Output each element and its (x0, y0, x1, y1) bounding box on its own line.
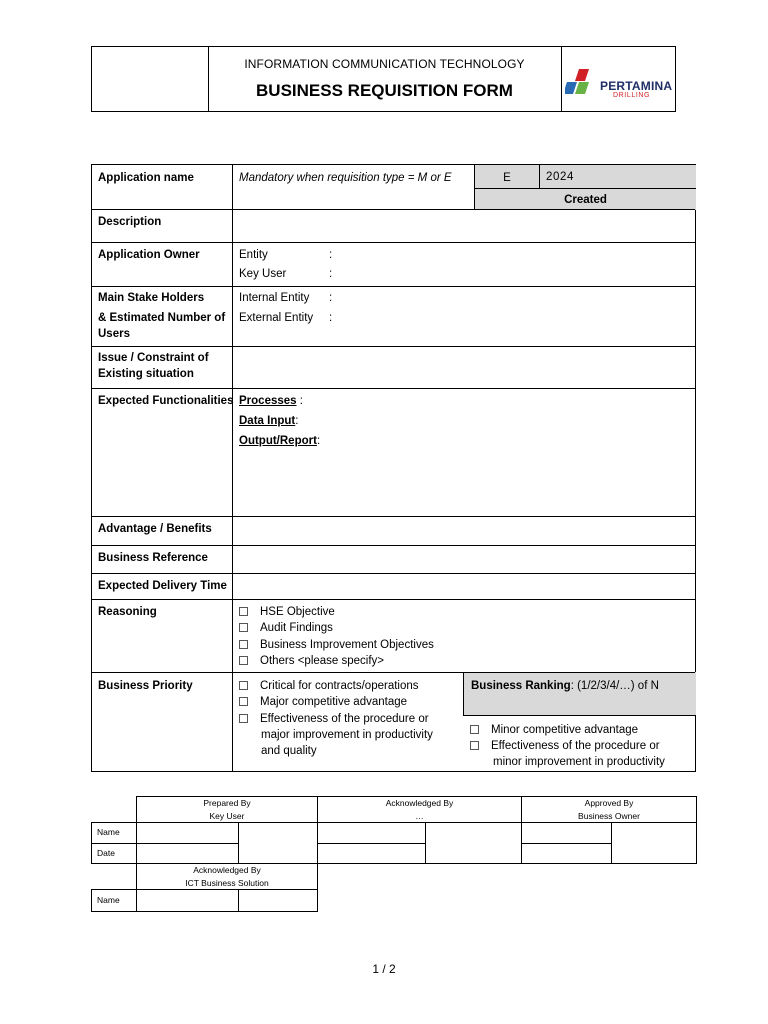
processes-colon: : (296, 395, 303, 407)
reasoning-option[interactable] (239, 604, 335, 620)
prepared-by-role: Key User (209, 811, 245, 821)
priority-option-label: Critical for contracts/operations (260, 680, 419, 692)
external-entity-colon: : (329, 312, 333, 324)
output-report-label: Output/Report (239, 435, 317, 447)
description-label: Description (98, 216, 162, 228)
priority-option-label: Major competitive advantage (260, 696, 408, 708)
key-user-colon: : (329, 268, 333, 280)
business-ranking (471, 678, 659, 694)
stake-holders-label-3: Users (98, 328, 130, 340)
entity-colon: : (329, 249, 333, 261)
business-ranking-value: : (1/2/3/4/…) of N (570, 680, 659, 692)
output-report-colon: : (316, 435, 321, 447)
ict-acknowledged-header (137, 864, 317, 890)
requisition-table (91, 164, 696, 772)
checkbox-icon[interactable] (239, 681, 248, 690)
issue-field[interactable] (233, 347, 696, 388)
stake-holders-label-2: & Estimated Number of (98, 312, 226, 324)
reasoning-option[interactable] (239, 620, 333, 636)
external-entity-label: External Entity (239, 312, 314, 324)
issue-label: Issue / Constraint of (98, 352, 209, 364)
checkbox-icon[interactable] (239, 607, 248, 616)
priority-option[interactable] (239, 678, 419, 694)
description-field[interactable] (233, 210, 696, 242)
header-blank-cell (92, 47, 209, 111)
data-input-colon: : (295, 415, 299, 427)
priority-option-label-cont: major improvement in productivity (261, 729, 433, 741)
application-owner-label: Application Owner (98, 249, 200, 261)
checkbox-icon[interactable] (239, 697, 248, 706)
checkbox-icon[interactable] (239, 656, 248, 665)
acknowledged-by-header (318, 797, 521, 823)
checkbox-icon[interactable] (470, 741, 479, 750)
key-user-label: Key User (239, 268, 287, 280)
priority-option[interactable] (239, 694, 407, 710)
requisition-type: E (503, 172, 511, 184)
advantage-label: Advantage / Benefits (98, 523, 212, 535)
signature-name-label: Name (97, 827, 120, 837)
page-number: 1 / 2 (372, 962, 396, 976)
approved-by-header (522, 797, 696, 823)
data-input-row (239, 413, 298, 429)
prepared-by-label: Prepared By (203, 798, 251, 808)
delivery-time-field[interactable] (233, 574, 696, 599)
acknowledged-by-label: Acknowledged By (385, 798, 454, 808)
prepared-by-header (137, 797, 317, 823)
internal-entity-label: Internal Entity (239, 292, 310, 304)
priority-option[interactable] (239, 711, 429, 727)
functionalities-label: Expected Functionalities (98, 395, 234, 407)
business-reference-field[interactable] (233, 546, 696, 573)
business-reference-label: Business Reference (98, 552, 208, 564)
business-priority-label: Business Priority (98, 680, 193, 692)
checkbox-icon[interactable] (239, 640, 248, 649)
approved-by-label: Approved By (584, 798, 634, 808)
ict-name-label: Name (97, 895, 120, 905)
application-name-label: Application name (98, 172, 194, 184)
entity-label: Entity (239, 249, 268, 261)
advantage-field[interactable] (233, 517, 696, 545)
header-logo-cell (562, 47, 676, 111)
checkbox-icon[interactable] (470, 725, 479, 734)
logo-subtext: DRILLING (613, 92, 651, 99)
acknowledged-by-role: … (415, 811, 424, 821)
processes-row (239, 393, 303, 409)
ict-acknowledged-role: ICT Business Solution (185, 878, 269, 888)
business-ranking-label: Business Ranking (471, 680, 571, 692)
stake-holders-label: Main Stake Holders (98, 292, 205, 304)
priority-option-label-cont: minor improvement in productivity (493, 756, 665, 768)
reasoning-option-label: Others <please specify> (260, 655, 385, 667)
document-header (91, 46, 676, 112)
priority-option-label: Effectiveness of the procedure or (260, 713, 429, 725)
internal-entity-colon: : (329, 292, 333, 304)
reasoning-option-label: HSE Objective (260, 606, 335, 618)
header-title-cell (208, 47, 562, 111)
data-input-label: Data Input (239, 415, 296, 427)
checkbox-icon[interactable] (239, 714, 248, 723)
reasoning-label: Reasoning (98, 606, 157, 618)
logo-name: PERTAMINA (600, 79, 673, 93)
priority-option[interactable] (470, 722, 638, 738)
priority-option-label: Minor competitive advantage (491, 724, 639, 736)
header-subtitle: INFORMATION COMMUNICATION TECHNOLOGY (244, 57, 525, 71)
form-title: BUSINESS REQUISITION FORM (256, 81, 513, 100)
priority-option-label-cont: and quality (261, 745, 317, 757)
reasoning-option-label: Business Improvement Objectives (260, 639, 434, 651)
reasoning-option[interactable] (239, 637, 434, 653)
ict-acknowledged-label: Acknowledged By (193, 865, 261, 875)
signature-date-label: Date (97, 848, 115, 858)
output-report-row (239, 433, 320, 449)
reasoning-option-label: Audit Findings (260, 622, 333, 634)
issue-label-2: Existing situation (98, 368, 194, 380)
priority-option-label: Effectiveness of the procedure or (491, 740, 660, 752)
processes-label: Processes (239, 395, 297, 407)
pertamina-logo-icon (565, 69, 601, 101)
application-name-hint: Mandatory when requisition type = M or E (239, 172, 452, 184)
approved-by-role: Business Owner (578, 811, 640, 821)
priority-option[interactable] (470, 738, 660, 754)
checkbox-icon[interactable] (239, 623, 248, 632)
status-badge: Created (564, 194, 607, 206)
requisition-year: 2024 (546, 171, 574, 183)
reasoning-option[interactable] (239, 653, 384, 669)
delivery-time-label: Expected Delivery Time (98, 580, 227, 592)
